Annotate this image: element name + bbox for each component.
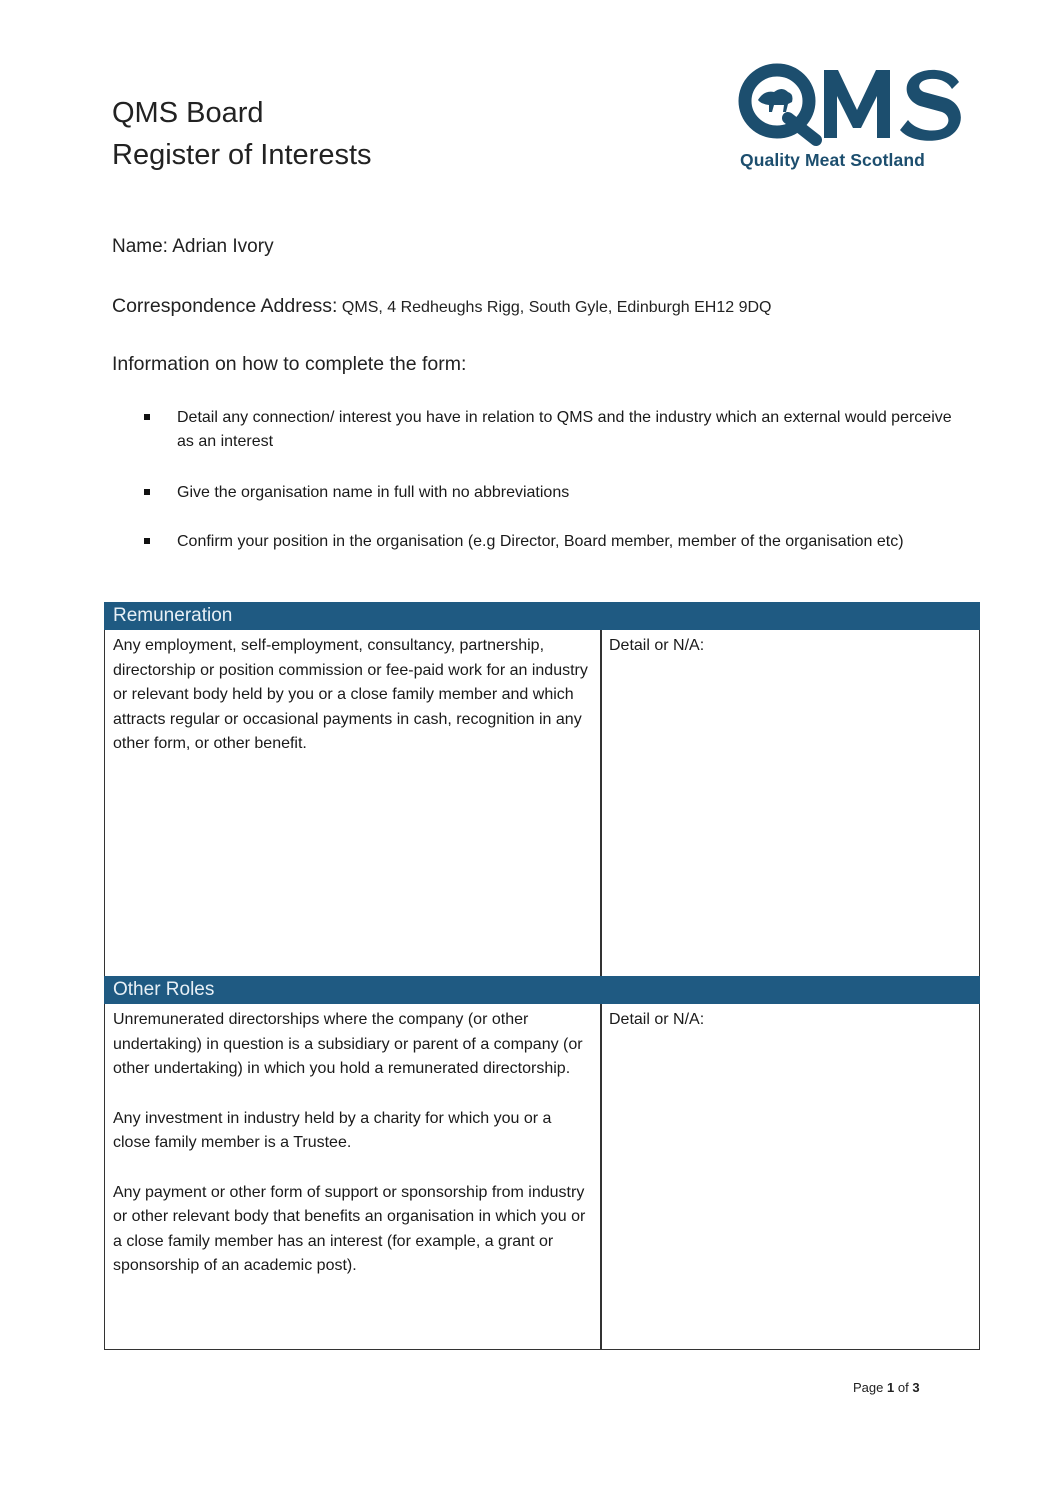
address-value: QMS, 4 Redheughs Rigg, South Gyle, Edinburgh EH12 9DQ: [341, 299, 772, 316]
document-title: [112, 92, 372, 176]
list-item: [140, 481, 960, 505]
column-divider: [600, 630, 602, 977]
remuneration-description: [113, 634, 591, 782]
description-paragraph: Unremunerated directorships where the company (or other undertaking) in question is a subsidiary or parent of a company (or other undertaking) in which you hold a remunerated directorship.: [113, 1011, 583, 1077]
title-line-1: QMS Board: [112, 97, 264, 129]
page-current: 1: [887, 1380, 895, 1395]
title-line-2: Register of Interests: [112, 139, 372, 171]
description-paragraph: Any employment, self-employment, consultancy, partnership, directorship or position commission or fee-paid work for an industry or relevant body held by you or a close family member and which attracts regular or occasional payments in cash, recognition in any other form, or other benefit.: [113, 637, 588, 752]
section-header-other-roles: Other Roles: [104, 976, 980, 1004]
bullet-square-icon: [144, 489, 150, 495]
list-item: [140, 406, 960, 454]
qms-logo-mark: [736, 62, 968, 152]
bullet-square-icon: [144, 414, 150, 420]
page-word: Page: [853, 1380, 884, 1395]
instructions-list: [140, 406, 960, 554]
bullet-text: Give the organisation name in full with no abbreviations: [177, 484, 570, 501]
page-total: 3: [912, 1380, 920, 1395]
section-other-roles: [104, 1004, 980, 1350]
bullet-text: Confirm your position in the organisation (e.g Director, Board member, member of the organisation etc): [177, 533, 904, 550]
other-roles-detail-field[interactable]: Detail or N/A:: [609, 1011, 705, 1028]
bullet-square-icon: [144, 538, 150, 544]
page-number: [853, 1380, 920, 1395]
description-paragraph: Any payment or other form of support or sponsorship from industry or other relevant body that benefits an organisation in which you or a close family member has an interest (for example, a grant or sponsorship of an academic post).: [113, 1183, 586, 1274]
of-word: of: [897, 1380, 909, 1395]
other-roles-description: [113, 1008, 591, 1304]
list-item: [140, 530, 960, 554]
section-header-remuneration: Remuneration: [104, 602, 980, 630]
description-paragraph: Any investment in industry held by a charity for which you or a close family member is a Trustee.: [113, 1109, 552, 1151]
name-row: [112, 236, 274, 258]
address-row: [112, 295, 772, 318]
remuneration-detail-field[interactable]: Detail or N/A:: [609, 637, 705, 654]
column-divider: [600, 1004, 602, 1349]
qms-logo: [736, 62, 968, 176]
section-remuneration: [104, 630, 980, 978]
name-label: Name:: [112, 236, 168, 257]
name-value: Adrian Ivory: [172, 236, 274, 257]
bullet-text: Detail any connection/ interest you have in relation to QMS and the industry which an external would perceive as an interest: [177, 409, 952, 450]
instructions-heading: Information on how to complete the form:: [112, 353, 467, 375]
address-label: Correspondence Address:: [112, 295, 338, 317]
logo-tagline: Quality Meat Scotland: [740, 150, 925, 170]
